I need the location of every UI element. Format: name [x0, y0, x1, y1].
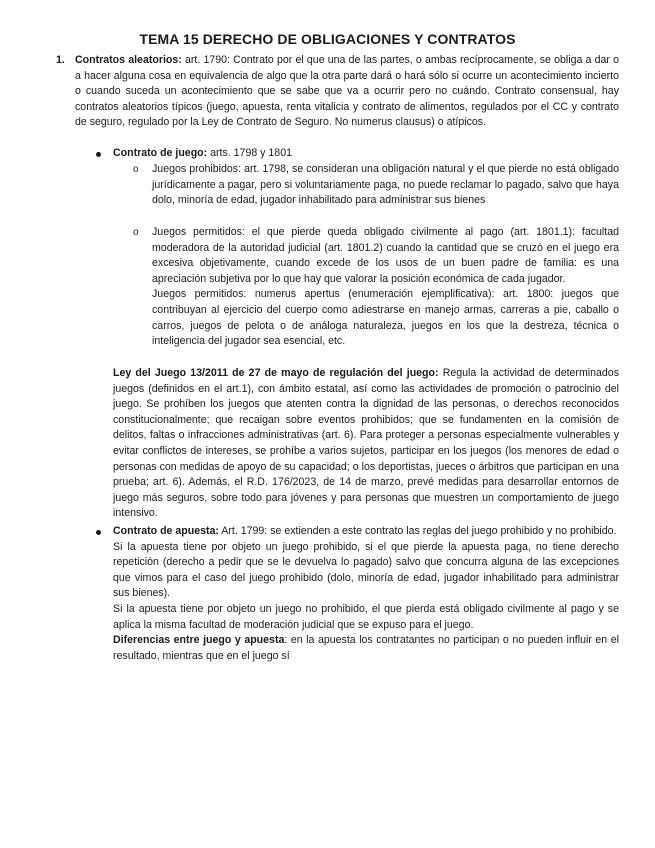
- ley-del-juego-heading: Ley del Juego 13/2011 de 27 de mayo de regulación del juego:: [113, 367, 439, 379]
- juegos-permitidos: [152, 225, 619, 350]
- diferencias-text: : en la apuesta los contratantes no participan o no pueden influir en el resultado, mientras que en el juego sí: [113, 634, 619, 662]
- contrato-apuesta-heading: Contrato de apuesta:: [113, 525, 219, 537]
- juegos-permitidos-apertus-text: Juegos permitidos: numerus apertus (enumeración ejemplificativa): art. 1800: juegos que contribuyan al ejercicio del cuerpo como adiestrarse en manejo armas, carreras a pie, caballo o carros, juegos de pelota o de análoga naturaleza, juegos en los que la destreza, técnica o inteligencia del jugador sea esencial, etc.: [152, 288, 619, 348]
- contratos-aleatorios-heading: Contratos aleatorios:: [75, 54, 182, 66]
- juegos-prohibidos: [152, 162, 619, 209]
- diferencias-heading: Diferencias entre juego y apuesta: [113, 634, 285, 647]
- bullet-icon: [96, 152, 101, 157]
- contrato-apuesta-paragraph: [113, 524, 619, 540]
- juegos-permitidos-text: Juegos permitidos: el que pierde queda obligado civilmente al pago (art. 1801.1): facultad moderadora de la autoridad judicial (art. 1801.2) cuando la cantidad que se cruzó en el juego era excesiva objetivamente, cuando excede de los usos de un buen padre de familia: es una apreciación subjetiva por lo que hay que valorar la posición económica de cada jugador.: [152, 226, 619, 285]
- contrato-de-juego: [113, 146, 619, 162]
- contratos-aleatorios-paragraph: [75, 53, 619, 131]
- contrato-juego-text: arts. 1798 y 1801: [207, 147, 292, 159]
- ley-del-juego-paragraph: [113, 366, 619, 522]
- contrato-de-apuesta: [113, 524, 619, 664]
- contrato-apuesta-text: Art. 1799: se extienden a este contrato las reglas del juego prohibido y no prohibido.: [218, 525, 617, 537]
- section-number: 1.: [56, 54, 65, 66]
- diferencias-paragraph: [113, 633, 619, 664]
- ley-del-juego: [113, 366, 619, 522]
- contrato-juego-line: [113, 146, 619, 162]
- apuesta-juego-prohibido-text: Si la apuesta tiene por objeto un juego prohibido, si el que pierde la apuesta paga, no tiene derecho repetición (derecho a pedir que se le devuelva lo pagado) salvo que concurra alguna de las excepciones que vimos para el caso del juego prohibido (dolo, minoría de edad, jugador inhabilitado para administrar sus bienes).: [113, 540, 619, 600]
- apuesta-juego-no-prohibido-text: Si la apuesta tiene por objeto un juego no prohibido, el que pierda está obligado civilmente al pago y se aplica la misma facultad de moderación judicial que se expuso para el juego.: [113, 602, 619, 631]
- section-contratos-aleatorios: [75, 53, 619, 131]
- circle-bullet-icon: o: [133, 164, 139, 175]
- contrato-juego-heading: Contrato de juego:: [113, 147, 208, 159]
- document-title: TEMA 15 DERECHO DE OBLIGACIONES Y CONTRATOS: [139, 31, 516, 47]
- ley-del-juego-text: Regula la actividad de determinados juegos (definidos en el art.1), con ámbito estatal, así como las actividades de promoción o patrocinio del juego. Se prohíben los juegos que atenten contra la dignidad de las personas, o derechos reconocidos constitucionalmente; que recaigan sobre eventos prohibidos; que se fundamenten en la comisión de delitos, faltas o infracciones administrativas (art. 6). Para proteger a personas especialmente vulnerables y evitar conflictos de intereses, se prohíbe a varios sujetos, participar en los juegos (los menores de edad o personas con medidas de apoyo de su capacidad; o los deportistas, jueces o árbitros que participan en una prueba; art. 6). Además, el R.D. 176/2023, de 14 de marzo, prevé medidas para desarrollar entornos de juego más seguros, sobre todo para jóvenes y para personas que muestren un comportamiento de juego intensivo.: [113, 367, 619, 520]
- juegos-prohibidos-text: Juegos prohibidos: art. 1798, se consideran una obligación natural y el que pierde no está obligado jurídicamente a pagar, pero si voluntariamente paga, no puede reclamar lo pagado, salvo que haya dolo, minoría de edad, jugador inhabilitado para administrar sus bienes: [152, 163, 619, 207]
- circle-bullet-icon: o: [133, 227, 139, 238]
- bullet-icon: [96, 530, 101, 535]
- contratos-aleatorios-text: art. 1790: Contrato por el que una de las partes, o ambas recíprocamente, se obliga a dar o a hacer alguna cosa en equivalencia de algo que la otra parte dará o hará sólo si ocurre un acontecimiento incierto o cuando suceda un acontecimiento que se sabe que va a ocurrir pero no cuándo. Contrato consensual, hay contratos aleatorios típicos (juego, apuesta, renta vitalicia y contrato de alimentos, regulados por el CC y contrato de seguro, regulado por la Ley de Contrato de Seguro. No numerus clausus) o atípicos.: [75, 54, 620, 129]
